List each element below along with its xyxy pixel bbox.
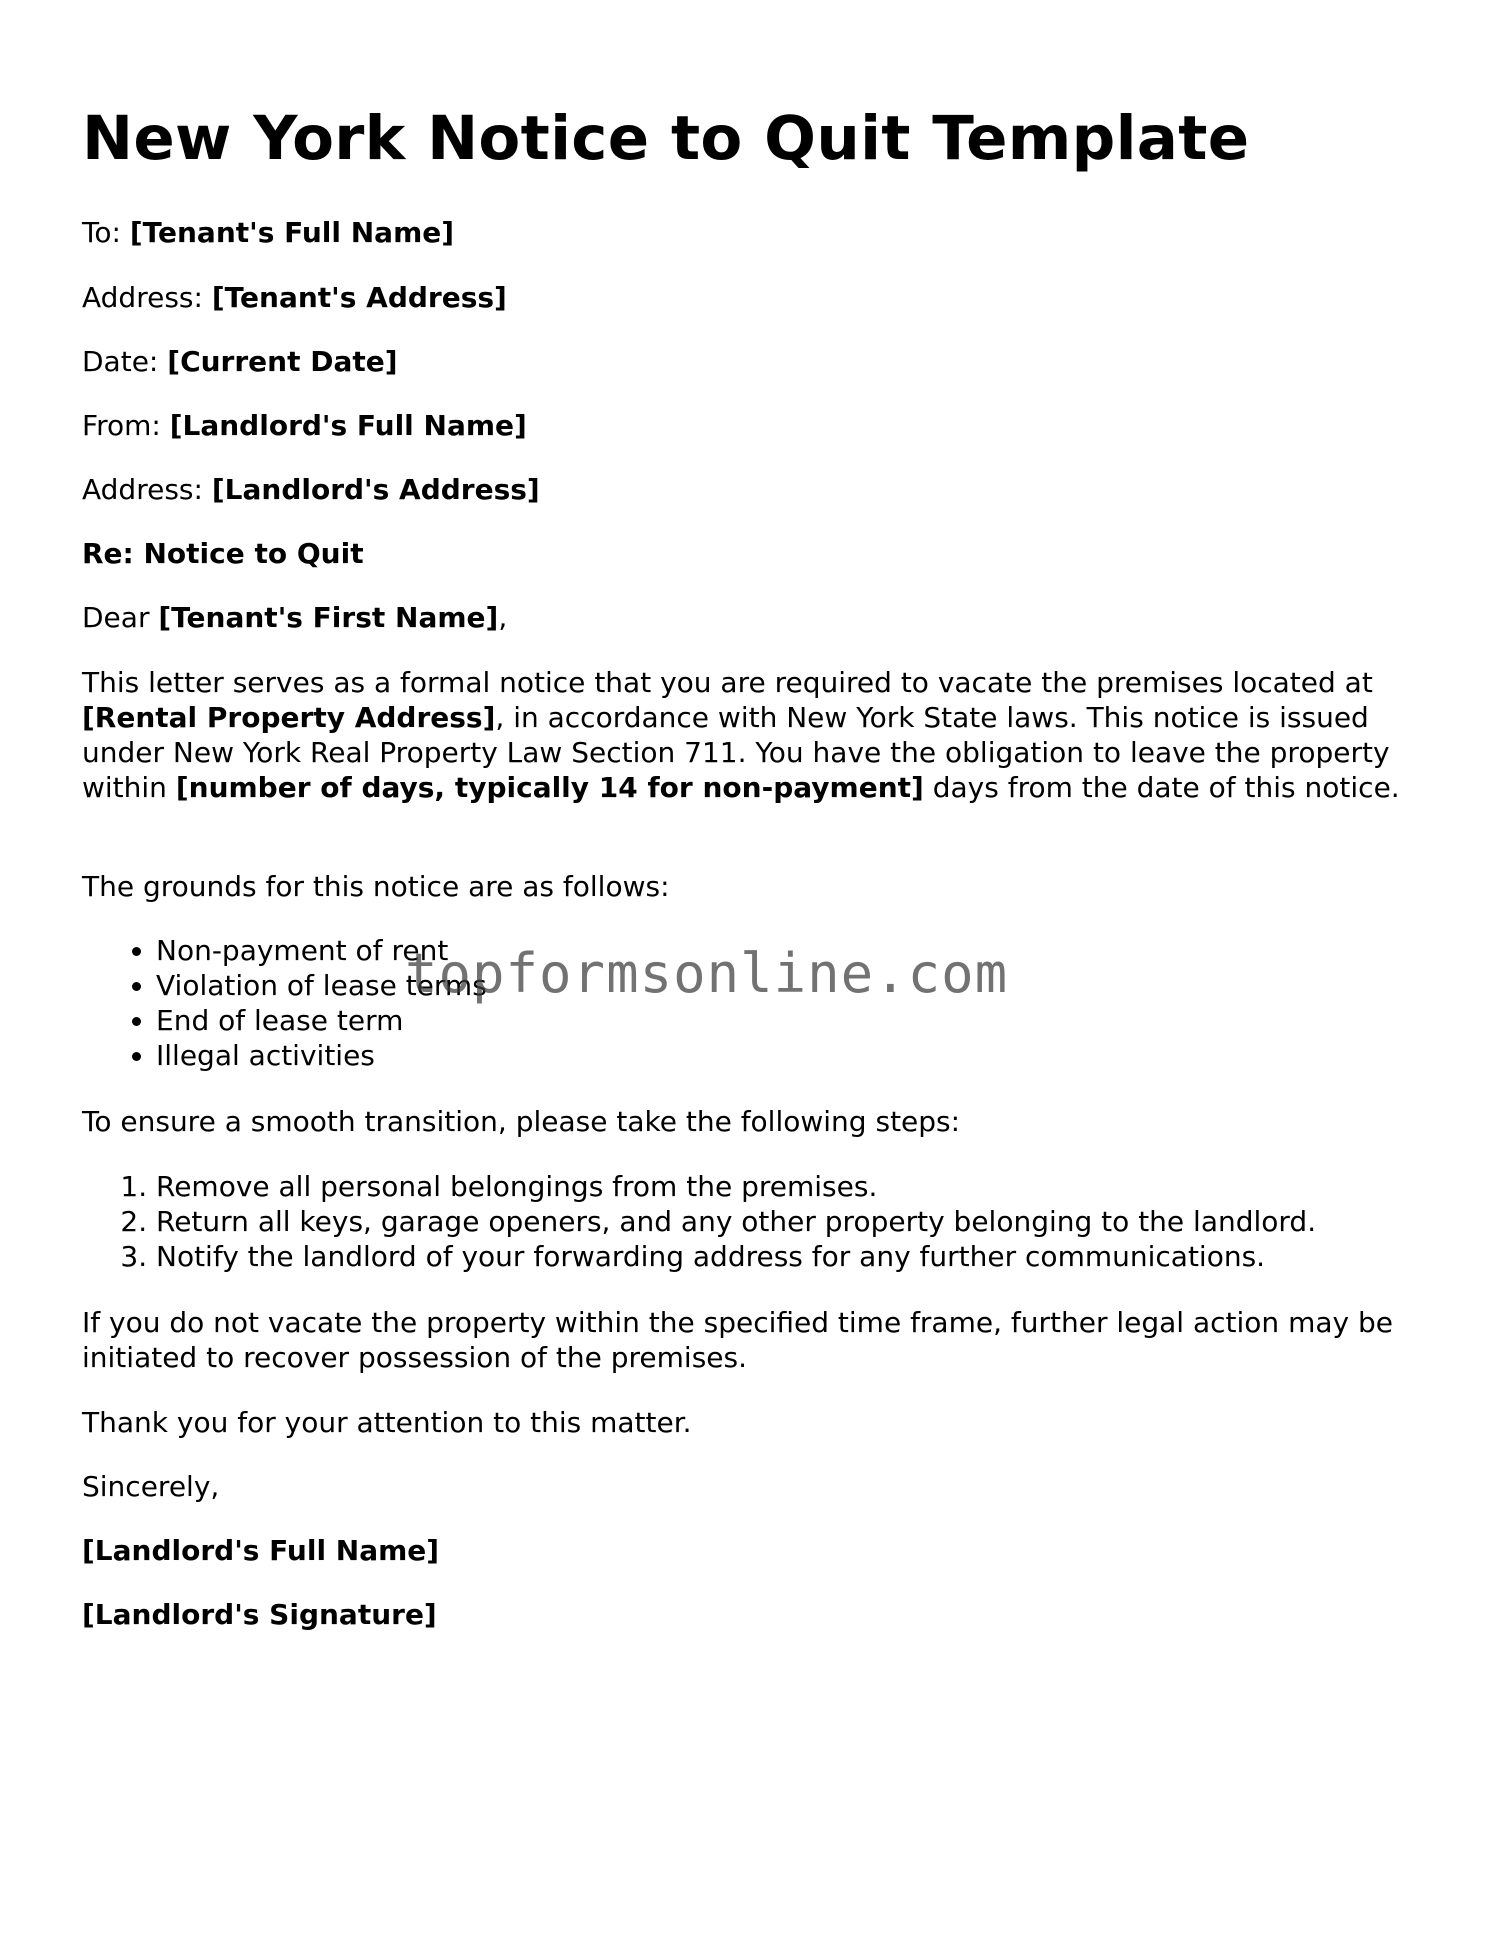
list-item: 1. Remove all personal belongings from the premises.: [156, 1169, 1316, 1204]
tenant-address-line: [82, 280, 507, 315]
landlord-address: [Landlord's Address]: [211, 473, 540, 506]
notice-text: , in accordance with New York State laws. This notice is issued under New York Real Property Law Section 711. You have the obligation to leave the property within: [82, 701, 1390, 804]
grounds-intro: The grounds for this notice are as follows:: [82, 870, 670, 903]
closing-signature: [82, 1597, 437, 1632]
from-label: From:: [82, 409, 161, 442]
grounds-list: [82, 933, 487, 1073]
to-line: [82, 215, 454, 250]
current-date: [Current Date]: [167, 345, 398, 378]
dear-word: Dear: [82, 601, 150, 634]
subject-line: [82, 536, 364, 571]
list-item: • Non-payment of rent: [156, 933, 487, 968]
list-item: 2. Return all keys, garage openers, and any other property belonging to the landlord.: [156, 1204, 1316, 1239]
list-item: • Violation of lease terms: [156, 968, 487, 1003]
landlord-signature: [Landlord's Signature]: [82, 1598, 437, 1631]
landlord-full-name: [Landlord's Full Name]: [169, 409, 527, 442]
notice-text: This letter serves as a formal notice that you are required to vacate the premises located at: [82, 666, 1373, 699]
list-item: 3. Notify the landlord of your forwarding address for any further communications.: [156, 1239, 1316, 1274]
salutation-comma: ,: [498, 601, 508, 634]
tenant-full-name: [Tenant's Full Name]: [129, 216, 455, 249]
date-label: Date:: [82, 345, 159, 378]
list-item: • Illegal activities: [156, 1038, 487, 1073]
from-line: [82, 408, 527, 443]
tenant-address: [Tenant's Address]: [211, 281, 507, 314]
page-title: New York Notice to Quit Template: [82, 103, 1250, 174]
legal-action-paragraph: If you do not vacate the property within the specified time frame, further legal action may be initiated to recover possession of the premises.: [82, 1306, 1393, 1374]
notice-text: days from the date of this notice.: [932, 771, 1400, 804]
list-item: • End of lease term: [156, 1003, 487, 1038]
number-of-days: [number of days, typically 14 for non-payment]: [175, 771, 924, 804]
thanks-line: Thank you for your attention to this matter.: [82, 1406, 692, 1439]
landlord-address-line: [82, 472, 540, 507]
date-line: [82, 344, 398, 379]
notice-paragraph: [82, 665, 1422, 805]
steps-list: [82, 1169, 1316, 1274]
subject: Re: Notice to Quit: [82, 537, 364, 570]
tenant-first-name: [Tenant's First Name]: [158, 601, 499, 634]
salutation: [82, 600, 507, 635]
rental-property-address: [Rental Property Address]: [82, 701, 496, 734]
watermark: topformsonline.com: [405, 942, 1009, 1005]
address-label: Address:: [82, 473, 203, 506]
steps-intro: To ensure a smooth transition, please take the following steps:: [82, 1105, 961, 1138]
to-label: To:: [82, 216, 121, 249]
address-label: Address:: [82, 281, 203, 314]
closing-name: [82, 1533, 439, 1568]
sincerely-line: Sincerely,: [82, 1470, 220, 1503]
landlord-name-signoff: [Landlord's Full Name]: [82, 1534, 440, 1567]
